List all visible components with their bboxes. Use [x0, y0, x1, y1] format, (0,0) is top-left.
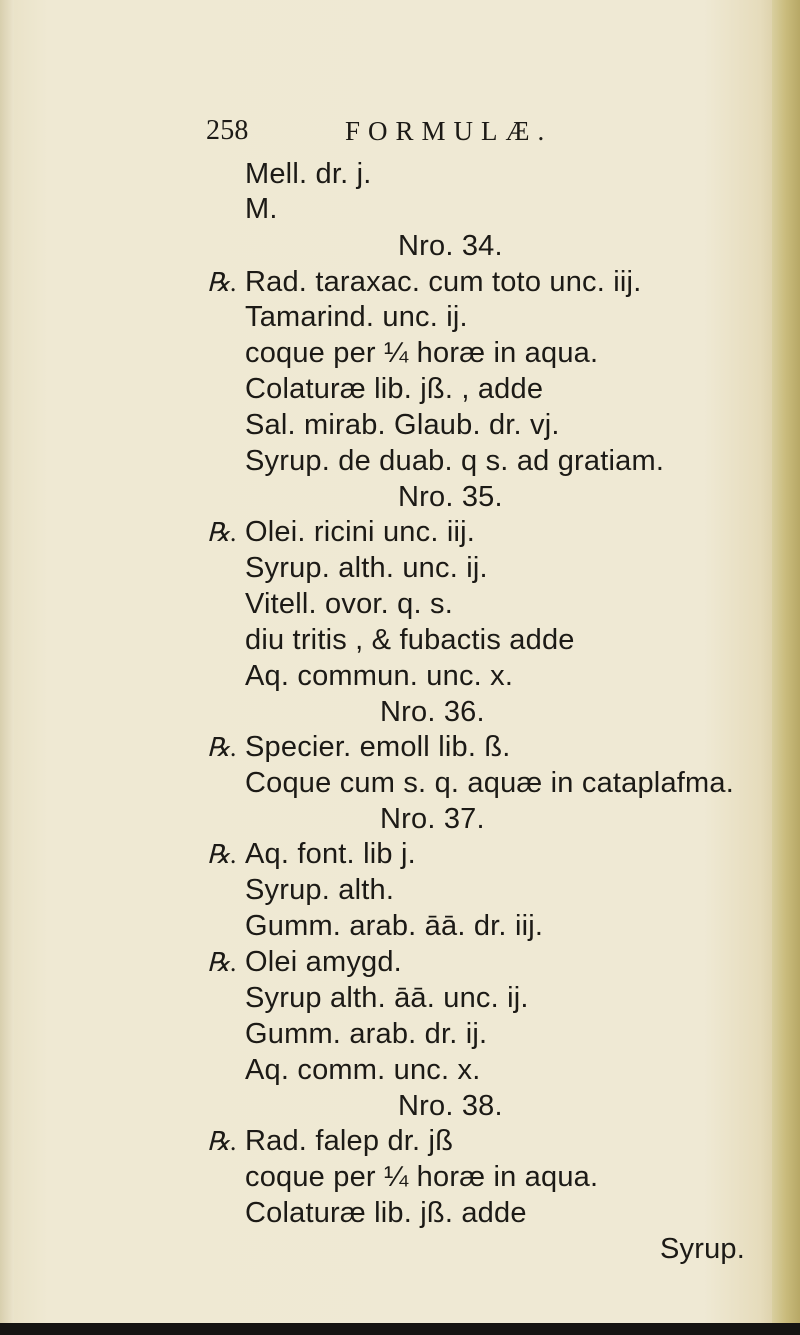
text-line: coque per ¼ horæ in aqua. [245, 337, 599, 369]
recipe-number: Nro. 37. [380, 803, 485, 835]
recipe-number: Nro. 38. [398, 1090, 503, 1122]
text-line: Tamarind. unc. ij. [245, 301, 468, 333]
text-line: Syrup alth. āā. unc. ij. [245, 982, 529, 1014]
text-line: Aq. commun. unc. x. [245, 660, 514, 692]
page-right-edge [772, 0, 800, 1335]
page-left-edge [0, 0, 14, 1335]
bottom-rule [0, 1323, 800, 1335]
text-line: Coque cum s. q. aquæ in cataplafma. [245, 767, 734, 799]
text-line: Sal. mirab. Glaub. dr. vj. [245, 409, 560, 441]
text-line: Syrup. alth. [245, 874, 395, 906]
text-line: Olei amygd. [245, 946, 402, 978]
text-line: Colaturæ lib. jß. adde [245, 1197, 527, 1229]
recipe-number: Nro. 34. [398, 230, 503, 262]
text-line: Olei. ricini unc. iij. [245, 516, 476, 548]
running-title: FORMULÆ. [345, 116, 553, 146]
text-line: diu tritis , & fubactis adde [245, 624, 575, 656]
recipe-symbol: ℞. [207, 840, 238, 869]
text-line: Syrup. alth. unc. ij. [245, 552, 488, 584]
text-line: Syrup. de duab. q s. ad gratiam. [245, 445, 665, 477]
text-line: Aq. font. lib j. [245, 838, 416, 870]
text-line: coque per ¼ horæ in aqua. [245, 1161, 599, 1193]
text-line: Gumm. arab. dr. ij. [245, 1018, 488, 1050]
recipe-symbol: ℞. [207, 733, 238, 762]
recipe-number: Nro. 36. [380, 696, 485, 728]
recipe-number: Nro. 35. [398, 481, 503, 513]
text-line: Rad. falep dr. jß [245, 1125, 454, 1157]
recipe-symbol: ℞. [207, 518, 238, 547]
text-line: Gumm. arab. āā. dr. iij. [245, 910, 544, 942]
recipe-symbol: ℞. [207, 948, 238, 977]
recipe-symbol: ℞. [207, 1127, 238, 1156]
text-line: Vitell. ovor. q. s. [245, 588, 453, 620]
text-line: Mell. dr. j. [245, 158, 372, 190]
text-line: Aq. comm. unc. x. [245, 1054, 481, 1086]
recipe-symbol: ℞. [207, 268, 238, 297]
catchword: Syrup. [660, 1233, 746, 1265]
text-line: Colaturæ lib. jß. , adde [245, 373, 544, 405]
text-line: M. [245, 193, 278, 225]
text-line: Rad. taraxac. cum toto unc. iij. [245, 266, 642, 298]
page-number: 258 [206, 115, 249, 146]
text-line: Specier. emoll lib. ß. [245, 731, 511, 763]
